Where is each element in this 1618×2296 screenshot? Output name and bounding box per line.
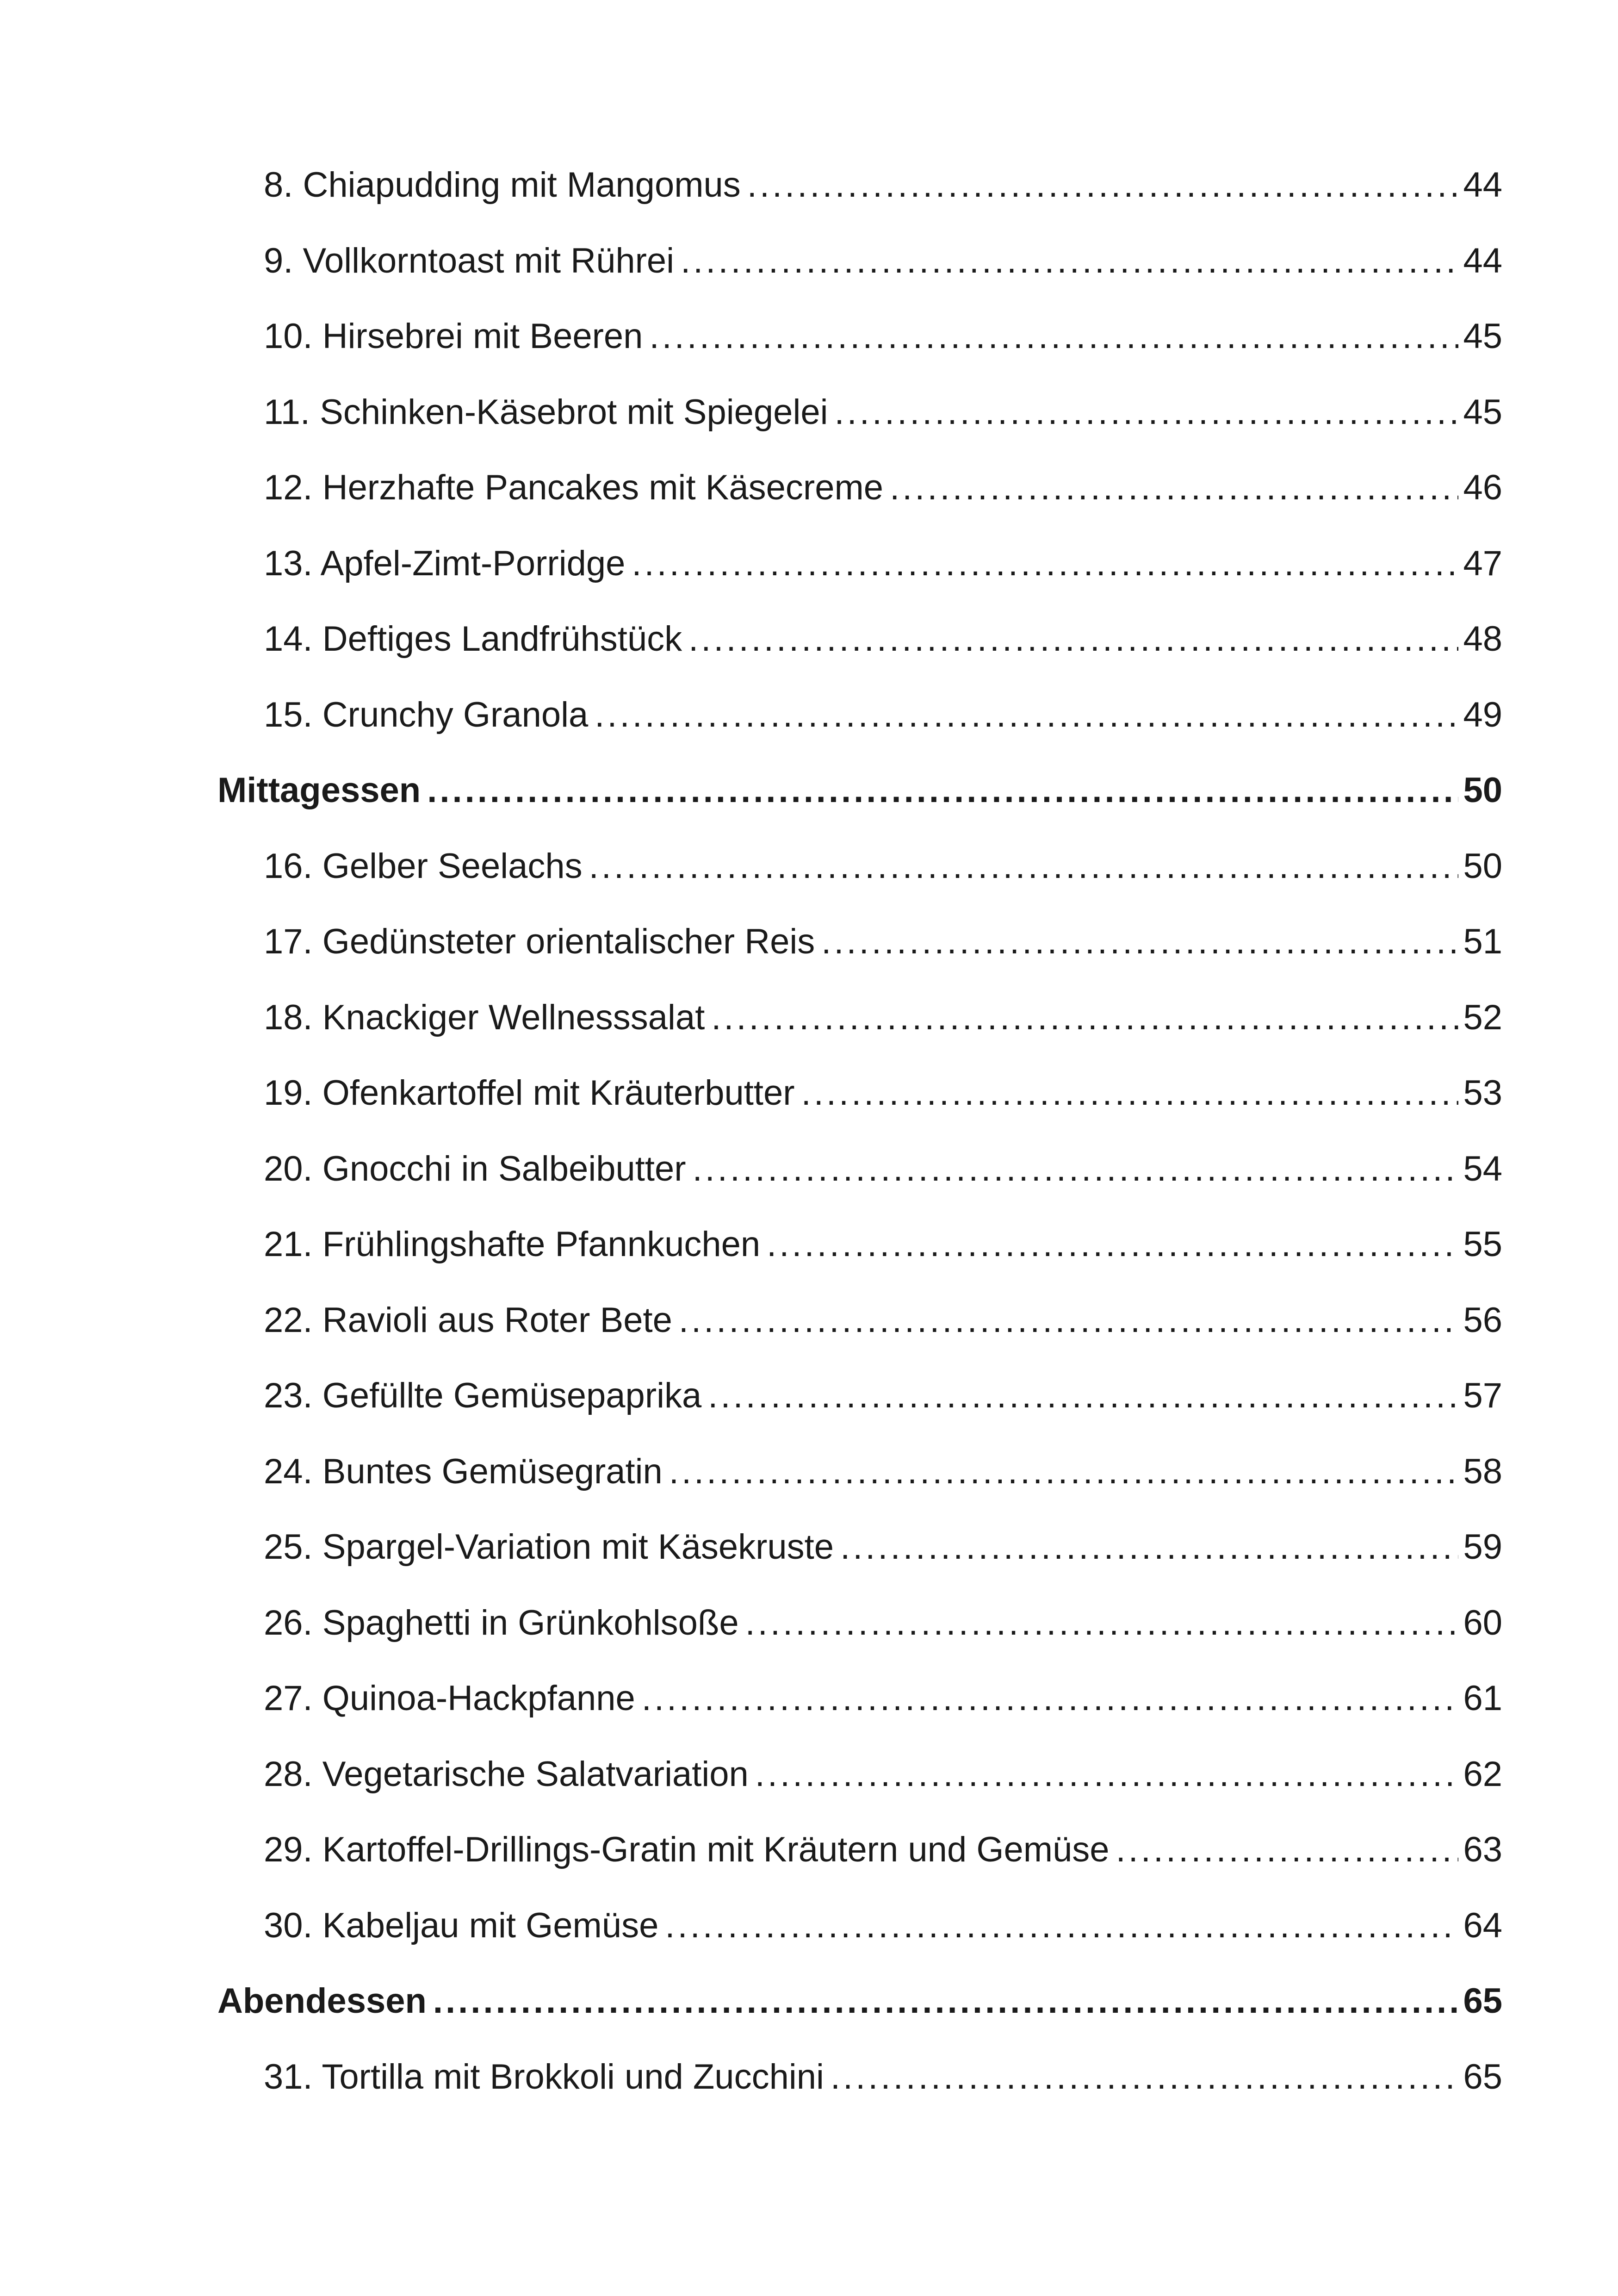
toc-entry-title: 24. Buntes Gemüsegratin — [264, 1451, 663, 1491]
toc-page-number: 44 — [1463, 241, 1502, 280]
toc-page-number: 53 — [1463, 1073, 1502, 1113]
toc-dot-leader — [688, 607, 1458, 672]
toc-entry[interactable] — [264, 834, 1502, 899]
toc-dot-leader — [632, 531, 1458, 596]
toc-page-number: 56 — [1463, 1300, 1502, 1340]
toc-page-number: 54 — [1463, 1149, 1502, 1188]
toc-entry-title: 16. Gelber Seelachs — [264, 846, 583, 886]
toc-dot-leader — [890, 455, 1458, 520]
toc-entry[interactable] — [264, 2045, 1502, 2109]
toc-entry-title: 18. Knackiger Wellnesssalat — [264, 997, 705, 1037]
toc-entry[interactable] — [264, 1817, 1502, 1882]
toc-entry[interactable] — [264, 1212, 1502, 1277]
toc-page-number: 47 — [1463, 543, 1502, 583]
toc-entry[interactable] — [264, 380, 1502, 445]
toc-entry[interactable] — [264, 683, 1502, 747]
toc-page-number: 60 — [1463, 1603, 1502, 1643]
toc-dot-leader — [755, 1742, 1459, 1807]
toc-entry[interactable] — [264, 1666, 1502, 1731]
toc-entry-title: 30. Kabeljau mit Gemüse — [264, 1905, 659, 1945]
toc-page-number: 48 — [1463, 619, 1502, 659]
toc-entry[interactable] — [264, 1363, 1502, 1428]
toc-entry-title: 14. Deftiges Landfrühstück — [264, 619, 682, 659]
toc-dot-leader — [669, 1439, 1459, 1504]
toc-dot-leader — [745, 1591, 1459, 1655]
toc-entry[interactable] — [264, 1288, 1502, 1353]
toc-entry-title: 28. Vegetarische Salatvariation — [264, 1754, 749, 1794]
toc-entry-title: 27. Quinoa-Hackpfanne — [264, 1679, 635, 1718]
toc-entry[interactable] — [264, 1742, 1502, 1807]
toc-entry[interactable] — [264, 531, 1502, 596]
toc-entry-title: 17. Gedünsteter orientalischer Reis — [264, 922, 815, 961]
toc-section-heading[interactable] — [217, 1969, 1502, 2034]
toc-entry-title: 21. Frühlingshafte Pfannkuchen — [264, 1225, 761, 1264]
toc-entry-title: 25. Spargel-Variation mit Käsekruste — [264, 1527, 834, 1567]
toc-entry[interactable] — [264, 1515, 1502, 1580]
toc-entry[interactable] — [264, 455, 1502, 520]
toc-dot-leader — [693, 1137, 1459, 1201]
toc-entry[interactable] — [264, 1591, 1502, 1655]
toc-entry-title: 22. Ravioli aus Roter Bete — [264, 1300, 672, 1340]
toc-page-number: 50 — [1463, 846, 1502, 886]
toc-dot-leader — [840, 1515, 1458, 1580]
toc-entry[interactable] — [264, 229, 1502, 293]
toc-entry[interactable] — [264, 985, 1502, 1050]
toc-dot-leader — [1116, 1817, 1459, 1882]
toc-entry-title: 9. Vollkorntoast mit Rührei — [264, 241, 675, 280]
toc-dot-leader — [831, 2045, 1459, 2109]
toc-entry-title: 11. Schinken-Käsebrot mit Spiegelei — [264, 392, 828, 432]
toc-page-number: 46 — [1463, 468, 1502, 507]
toc-page-number: 57 — [1463, 1376, 1502, 1415]
toc-entry[interactable] — [264, 1893, 1502, 1958]
toc-dot-leader — [711, 985, 1458, 1050]
toc-page-number: 51 — [1463, 922, 1502, 961]
toc-page-number: 58 — [1463, 1451, 1502, 1491]
toc-entry-title: 13. Apfel-Zimt-Porridge — [264, 543, 626, 583]
toc-page-number: 52 — [1463, 997, 1502, 1037]
toc-page-number: 65 — [1463, 2057, 1502, 2097]
toc-entry-title: 23. Gefüllte Gemüsepaprika — [264, 1376, 702, 1415]
toc-entry[interactable] — [264, 1439, 1502, 1504]
toc-entry-title: 8. Chiapudding mit Mangomus — [264, 165, 741, 205]
toc-dot-leader — [595, 683, 1458, 747]
toc-dot-leader — [821, 909, 1458, 974]
toc-section-heading[interactable] — [217, 758, 1502, 823]
toc-dot-leader — [801, 1061, 1459, 1126]
toc-page-number: 63 — [1463, 1830, 1502, 1869]
toc-dot-leader — [665, 1893, 1458, 1958]
toc-entry-title: 26. Spaghetti in Grünkohlsoße — [264, 1603, 739, 1643]
toc-entry[interactable] — [264, 1061, 1502, 1126]
toc-page-number: 44 — [1463, 165, 1502, 205]
toc-entry-title: 10. Hirsebrei mit Beeren — [264, 317, 643, 356]
toc-entry-title: 31. Tortilla mit Brokkoli und Zucchini — [264, 2057, 824, 2097]
toc-entry-title: 29. Kartoffel-Drillings-Gratin mit Kräutern und Gemüse — [264, 1830, 1110, 1869]
toc-entry[interactable] — [264, 304, 1502, 369]
toc-page-number: 62 — [1463, 1754, 1502, 1794]
toc-page-number: 61 — [1463, 1679, 1502, 1718]
toc-entry[interactable] — [264, 153, 1502, 218]
toc-entry-title: 12. Herzhafte Pancakes mit Käsecreme — [264, 468, 884, 507]
toc-page-number: 65 — [1463, 1981, 1502, 2021]
toc-dot-leader — [747, 153, 1459, 218]
toc-dot-leader — [642, 1666, 1459, 1731]
toc-entry-title: Abendessen — [217, 1981, 427, 2021]
toc-page-number: 55 — [1463, 1225, 1502, 1264]
toc-page-number: 64 — [1463, 1905, 1502, 1945]
toc-page-number: 50 — [1463, 771, 1502, 810]
toc-page-number: 45 — [1463, 392, 1502, 432]
toc-dot-leader — [649, 304, 1458, 369]
toc-entry[interactable] — [264, 1137, 1502, 1201]
toc-entry[interactable] — [264, 607, 1502, 672]
toc-dot-leader — [708, 1363, 1458, 1428]
toc-page-number: 45 — [1463, 317, 1502, 356]
toc-entry-title: 19. Ofenkartoffel mit Kräuterbutter — [264, 1073, 795, 1113]
toc-dot-leader — [433, 1969, 1459, 2034]
toc-dot-leader — [767, 1212, 1458, 1277]
toc-entry-title: 20. Gnocchi in Salbeibutter — [264, 1149, 686, 1188]
toc-dot-leader — [835, 380, 1459, 445]
toc-dot-leader — [427, 758, 1458, 823]
toc-entry-title: 15. Crunchy Granola — [264, 695, 589, 734]
toc-page-number: 59 — [1463, 1527, 1502, 1567]
toc-dot-leader — [679, 1288, 1459, 1353]
toc-entry[interactable] — [264, 909, 1502, 974]
toc-dot-leader — [589, 834, 1459, 899]
toc-dot-leader — [681, 229, 1458, 293]
toc-entry-title: Mittagessen — [217, 771, 421, 810]
toc-page-number: 49 — [1463, 695, 1502, 734]
